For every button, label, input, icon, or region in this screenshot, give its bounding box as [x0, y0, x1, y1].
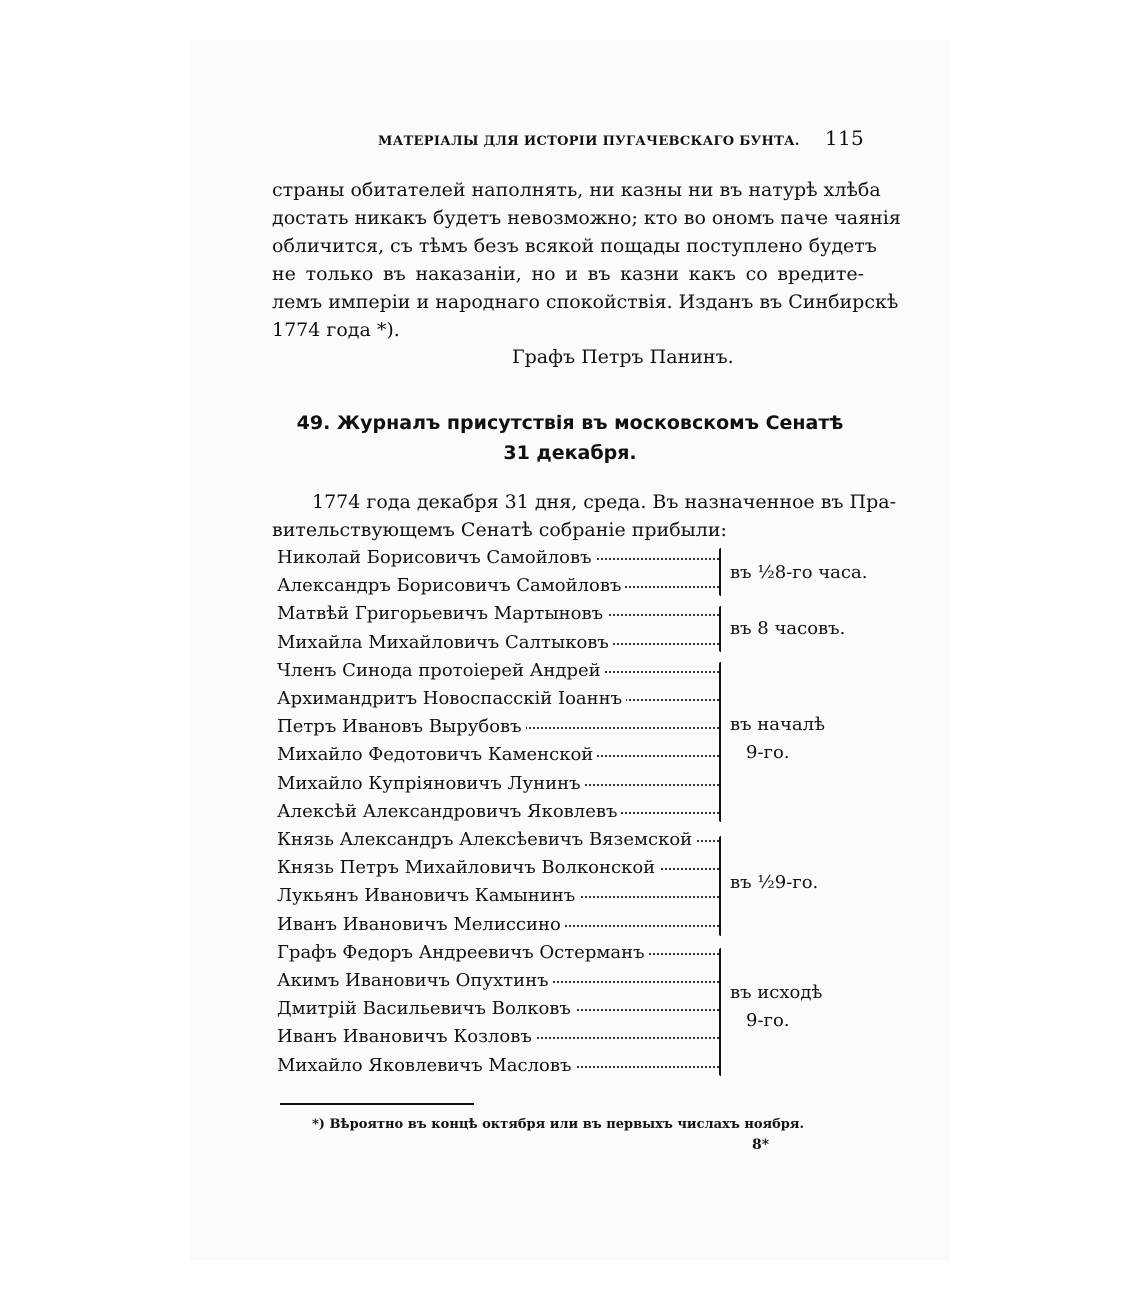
attendee-name-text: Акимъ Ивановичъ Опухтинъ	[277, 970, 553, 991]
attendee-name-text: Иванъ Ивановичъ Козловъ	[277, 1026, 536, 1047]
body-line: обличится, съ тѣмъ безъ всякой пощады поступлено будетъ	[272, 235, 877, 257]
running-title: МАТЕРІАЛЫ ДЛЯ ИСТОРІИ ПУГАЧЕВСКАГО БУНТА.	[378, 134, 800, 149]
brace	[719, 606, 728, 652]
attendee-name	[277, 1055, 575, 1076]
body-line: достать никакъ будетъ невозможно; кто во ономъ паче чаянія	[272, 207, 901, 229]
attendee-name	[277, 829, 696, 850]
attendee-name-text: Михайло Купріяновичъ Лунинъ	[277, 773, 585, 794]
attendee-row	[277, 547, 719, 575]
brace	[719, 662, 728, 822]
brace	[719, 948, 728, 1076]
attendee-name	[277, 575, 625, 596]
attendee-name-text: Петръ Ивановъ Вырубовъ	[277, 716, 526, 737]
attendee-name	[277, 998, 575, 1019]
brace	[719, 836, 728, 936]
arrival-time: 9-го.	[746, 742, 790, 763]
signature: Графъ Петръ Панинъ.	[512, 346, 734, 368]
attendee-row	[277, 914, 719, 942]
attendee-name-text: Александръ Борисовичъ Самойловъ	[277, 575, 625, 596]
attendee-name	[277, 885, 579, 906]
brace	[719, 548, 728, 596]
attendee-name	[277, 547, 596, 568]
attendee-row	[277, 829, 719, 857]
attendee-name	[277, 744, 597, 765]
attendee-name	[277, 716, 526, 737]
attendee-name-text: Матвѣй Григорьевичъ Мартыновъ	[277, 603, 607, 624]
body-line: 1774 года *).	[272, 319, 400, 341]
attendee-row	[277, 885, 719, 913]
attendee-name-text: Князь Петръ Михайловичъ Волконской	[277, 857, 659, 878]
arrival-time: въ началѣ	[730, 714, 825, 735]
attendee-name-text: Иванъ Ивановичъ Мелиссино	[277, 914, 565, 935]
intro-line: вительствующемъ Сенатѣ собраніе прибыли:	[272, 519, 727, 541]
attendee-row	[277, 1026, 719, 1054]
attendee-name-text: Михайло Яковлевичъ Масловъ	[277, 1055, 575, 1076]
attendee-name-text: Графъ Федоръ Андреевичъ Остерманъ	[277, 942, 649, 963]
attendee-name	[277, 942, 649, 963]
attendee-name-text: Членъ Синода протоіерей Андрей	[277, 660, 605, 681]
attendee-name-text: Николай Борисовичъ Самойловъ	[277, 547, 596, 568]
attendee-row	[277, 801, 719, 829]
attendee-row	[277, 716, 719, 744]
attendee-name	[277, 632, 613, 653]
attendee-row	[277, 744, 719, 772]
attendee-name	[277, 801, 621, 822]
attendee-row	[277, 942, 719, 970]
attendee-name-text: Михайло Федотовичъ Каменской	[277, 744, 597, 765]
attendee-name	[277, 970, 553, 991]
arrival-time: въ ½9-го.	[730, 872, 819, 893]
attendee-name-text: Михайла Михайловичъ Салтыковъ	[277, 632, 613, 653]
body-line: страны обитателей наполнять, ни казны ни въ натурѣ хлѣба	[272, 179, 881, 201]
attendee-name	[277, 1026, 536, 1047]
section-heading-line1: 49. Журналъ присутствія въ московскомъ Сенатѣ	[296, 412, 844, 434]
attendee-row	[277, 1055, 719, 1083]
attendee-name-text: Алексѣй Александровичъ Яковлевъ	[277, 801, 621, 822]
attendee-row	[277, 773, 719, 801]
attendee-name	[277, 660, 605, 681]
arrival-time: въ 8 часовъ.	[730, 618, 846, 639]
intro-line: 1774 года декабря 31 дня, среда. Въ назначенное въ Пра-	[312, 491, 897, 513]
attendee-row	[277, 688, 719, 716]
body-line: не только въ наказаніи, но и въ казни какъ со вредите-	[272, 263, 864, 285]
footnote: *) Вѣроятно въ концѣ октября или въ первыхъ числахъ ноября.	[312, 1117, 805, 1132]
body-line: лемъ имперіи и народнаго спокойствія. Изданъ въ Синбирскѣ	[272, 291, 899, 313]
attendee-name	[277, 688, 626, 709]
attendee-name	[277, 857, 659, 878]
attendee-row	[277, 970, 719, 998]
attendee-name-text: Князь Александръ Алексѣевичъ Вяземской	[277, 829, 696, 850]
attendee-name	[277, 603, 607, 624]
attendee-name-text: Архимандритъ Новоспасскій Іоаннъ	[277, 688, 626, 709]
attendee-name-text: Лукьянъ Ивановичъ Камынинъ	[277, 885, 579, 906]
attendee-row	[277, 660, 719, 688]
page-number: 115	[824, 126, 864, 150]
signature-mark: 8*	[752, 1137, 770, 1153]
attendee-row	[277, 632, 719, 660]
attendee-name	[277, 914, 565, 935]
arrival-time: въ исходѣ	[730, 982, 823, 1003]
attendee-row	[277, 575, 719, 603]
section-heading-line2: 31 декабря.	[503, 442, 637, 464]
arrival-time: 9-го.	[746, 1010, 790, 1031]
footnote-rule	[280, 1103, 474, 1105]
attendee-row	[277, 998, 719, 1026]
arrival-time: въ ½8-го часа.	[730, 562, 868, 583]
attendee-name	[277, 773, 585, 794]
attendee-row	[277, 857, 719, 885]
attendee-name-text: Дмитрій Васильевичъ Волковъ	[277, 998, 575, 1019]
attendee-row	[277, 603, 719, 631]
